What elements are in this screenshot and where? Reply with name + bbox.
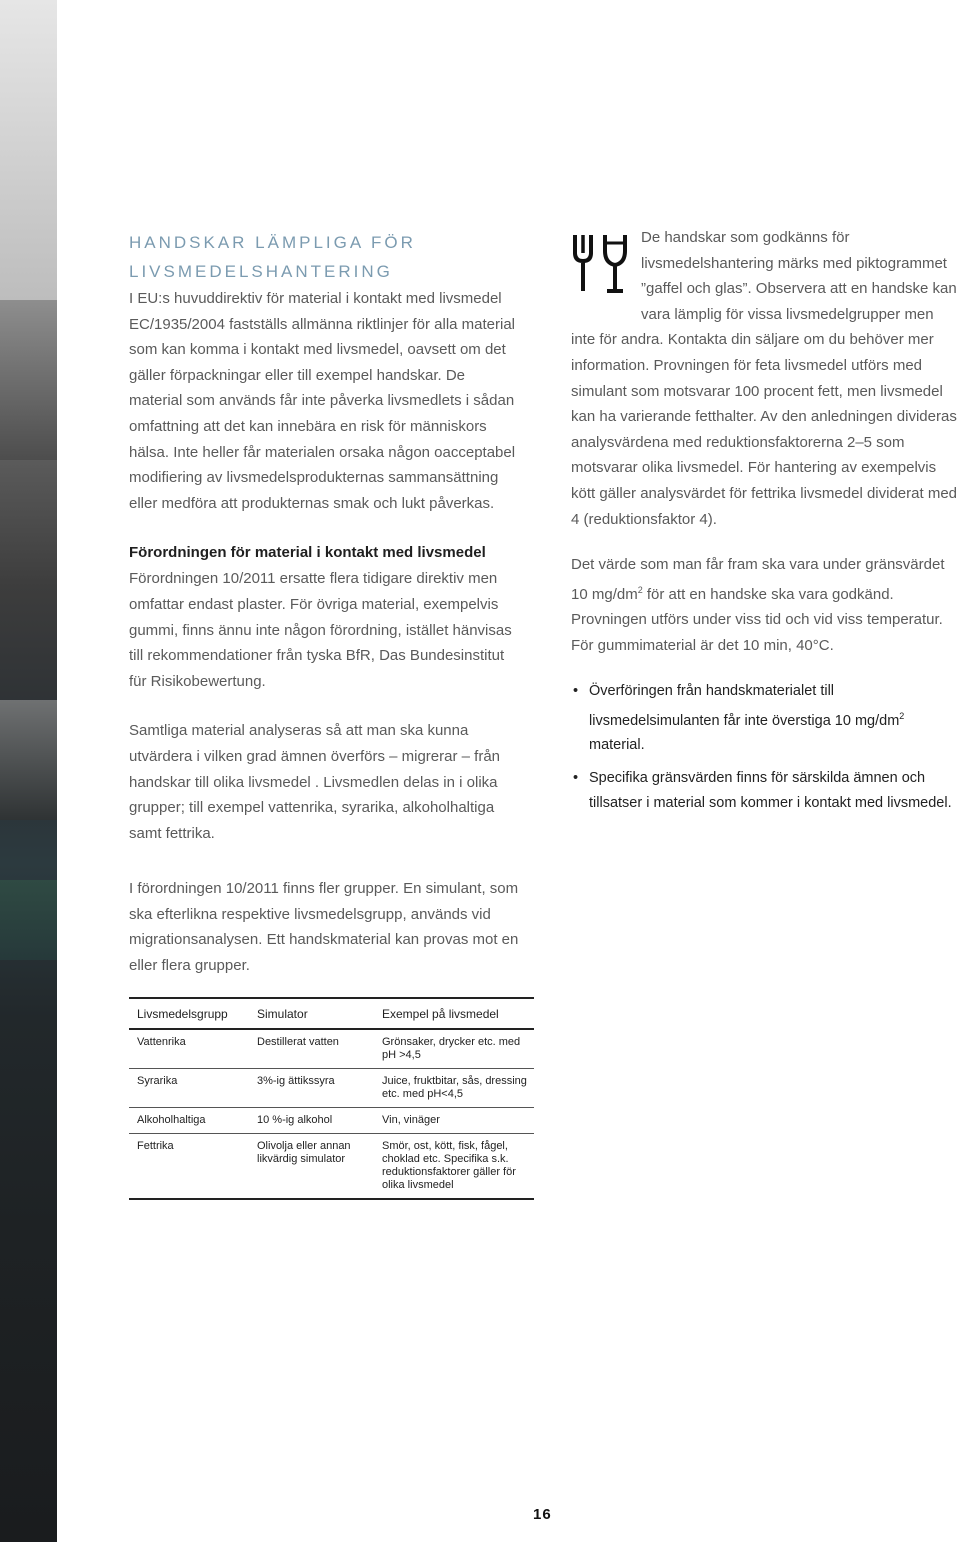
section-heading	[129, 228, 519, 286]
table-cell: Syrarika	[129, 1069, 249, 1108]
pictogram-paragraph-block	[571, 225, 960, 532]
bullet1-text-b: material.	[589, 737, 645, 754]
intro-paragraph: I EU:s huvuddirektiv för material i kontakt med livsmedel EC/1935/2004 fastställs allmänna riktlinjer för alla material som kan komma i kontakt med livsmedel, oavsett om det gäller förpackningar eller till exempel handskar. De material som används får inte påverka livsmedlets i sådan omfattning att det kan innebära en risk för människors hälsa. Inte heller får materialen orsaka någon oacceptabel modifiering av livsmedelsprodukternas sammansättning eller medföra att produkternas smak och lukt påverkas.	[129, 290, 516, 512]
table-header: Livsmedelsgrupp	[129, 998, 249, 1029]
table-cell: Vin, vinäger	[374, 1108, 534, 1134]
table-cell: Alkoholhaltiga	[129, 1108, 249, 1134]
right-column	[571, 225, 960, 824]
table-row	[129, 1029, 534, 1069]
list-item: • Specifika gränsvärden finns för särskilda ämnen och tillsatser i material som kommer i kontakt med livsmedel.	[571, 766, 960, 816]
food-group-table	[129, 997, 534, 1200]
table-cell: 10 %-ig alkohol	[249, 1108, 374, 1134]
table-row	[129, 1134, 534, 1200]
regulation-subheading: Förordningen för material i kontakt med livsmedel	[129, 544, 486, 562]
table-cell: Olivolja eller annan likvärdig simulator	[249, 1134, 374, 1200]
table-cell: Smör, ost, kött, fisk, fågel, choklad etc. Specifika s.k. reduktionsfaktorer gäller för olika livsmedel	[374, 1134, 534, 1200]
photo-midtone	[0, 300, 57, 460]
section-heading-line2: LIVSMEDELSHANTERING	[129, 262, 393, 281]
limit-text-b: för att en handske ska vara godkänd. Provningen utförs under viss tid och vid viss temperatur. För gummimaterial är det 10 min, 40°C.	[571, 585, 943, 654]
pictogram-paragraph-text: De handskar som godkänns för livsmedelshantering märks med piktogrammet ”gaffel och glas”. Observera att en handske kan vara lämplig för vissa livsmedelgrupper men inte för andra. Kontakta din säljare om du behöver mer information. Provningen för feta livsmedel utförs med simulant som motsvarar 100 procent fett, men livsmedel kan ha varierande fetthalter. Av den anledningen divideras analysvärdena med reduktionsfaktorerna 2–5 som motsvarar olika livsmedel. För hantering av exempelvis kött gäller analysvärdet för fettrika livsmedel dividerat med 4 (reduktionsfaktor 4).	[571, 229, 958, 528]
groups-paragraph: I förordningen 10/2011 finns fler grupper. En simulant, som ska efterlikna respektive livsmedelsgrupp, används vid migrationsanalysen. Ett handskmaterial kan provas mot en eller flera grupper.	[129, 880, 519, 975]
limit-paragraph	[571, 552, 960, 658]
table-header: Exempel på livsmedel	[374, 998, 534, 1029]
photo-highlight	[0, 0, 57, 300]
limit-text-a: Det värde som man får fram ska vara under gränsvärdet 10 mg/dm	[571, 556, 945, 603]
table-cell: Grönsaker, drycker etc. med pH >4,5	[374, 1029, 534, 1069]
limit-sup: 2	[637, 584, 643, 595]
photo-glove-highlight	[0, 700, 57, 820]
fork-and-glass-icon	[571, 233, 627, 293]
table-cell: Juice, fruktbitar, sås, dressing etc. med pH<4,5	[374, 1069, 534, 1108]
page-number: 16	[533, 1506, 552, 1523]
analysis-paragraph: Samtliga material analyseras så att man ska kunna utvärdera i vilken grad ämnen överförs – migrerar – från handskar till olika livsmedel . Livsmedlen delas in i olika grupper; till exempel vattenrika, syrarika, alkoholhaltiga samt fettrika.	[129, 722, 501, 842]
table-row	[129, 1069, 534, 1108]
pictogram-paragraph	[571, 225, 960, 532]
table-header: Simulator	[249, 998, 374, 1029]
bullet1-sup: 2	[899, 710, 905, 721]
list-item	[571, 679, 960, 759]
table-row	[129, 1108, 534, 1134]
regulation-paragraph: Förordningen 10/2011 ersatte flera tidigare direktiv men omfattar endast plaster. För övriga material, exempelvis gummi, finns ännu inte någon förordning, istället hänvisas till rekommendationer från tyska BfR, Das Bundesinstitut für Risikobewertung.	[129, 570, 512, 690]
table-cell: 3%-ig ättikssyra	[249, 1069, 374, 1108]
table-cell: Vattenrika	[129, 1029, 249, 1069]
table-cell: Fettrika	[129, 1134, 249, 1200]
table-header-row	[129, 998, 534, 1029]
photo-teal-area	[0, 880, 57, 960]
decorative-photo-strip	[0, 0, 57, 1542]
table-cell: Destillerat vatten	[249, 1029, 374, 1069]
requirements-list	[571, 679, 960, 817]
left-column	[129, 228, 519, 979]
section-heading-line1: HANDSKAR LÄMPLIGA FÖR	[129, 233, 416, 252]
bullet1-text-a: Överföringen från handskmaterialet till livsmedelsimulanten får inte överstiga 10 mg/dm	[589, 682, 900, 729]
